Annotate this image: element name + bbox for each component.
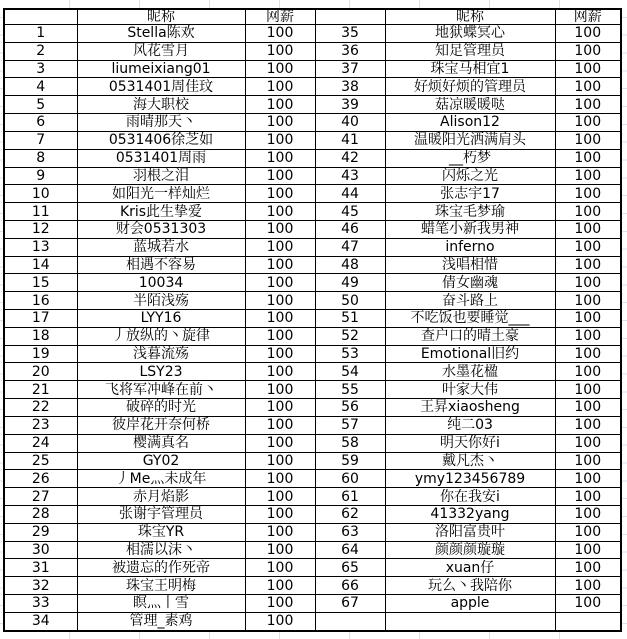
row-number-cell[interactable]: 51 (315, 310, 385, 328)
salary-cell[interactable]: 100 (555, 381, 621, 399)
salary-cell[interactable]: 100 (555, 220, 621, 238)
nickname-cell[interactable]: 蓝城若水 (77, 238, 245, 256)
nickname-cell[interactable]: 财会0531303 (77, 220, 245, 238)
salary-cell[interactable]: 100 (245, 327, 315, 345)
nickname-cell[interactable]: 管理_素鸡 (77, 612, 245, 631)
row-number-cell[interactable]: 30 (4, 541, 77, 559)
nickname-cell[interactable]: Kris此生挚爱 (77, 203, 245, 221)
row-number-cell[interactable]: 2 (4, 42, 77, 60)
row-number-cell[interactable]: 47 (315, 238, 385, 256)
table-row (4, 238, 621, 256)
row-number-cell[interactable]: 1 (4, 25, 77, 43)
nickname-cell[interactable]: 闪烁之光 (385, 167, 555, 185)
salary-cell[interactable]: 100 (245, 167, 315, 185)
salary-cell[interactable]: 100 (245, 114, 315, 132)
nickname-cell[interactable]: 瞑灬丨雪 (77, 595, 245, 613)
row-number-cell[interactable]: 21 (4, 381, 77, 399)
row-number-cell[interactable]: 24 (4, 434, 77, 452)
salary-cell[interactable]: 100 (555, 60, 621, 78)
row-number-cell[interactable]: 6 (4, 114, 77, 132)
row-number-cell[interactable]: 26 (4, 470, 77, 488)
row-number-cell[interactable]: 10 (4, 185, 77, 203)
row-number-cell[interactable]: 27 (4, 488, 77, 506)
nickname-cell[interactable]: 王昇xiaosheng (385, 399, 555, 417)
salary-cell[interactable]: 100 (245, 595, 315, 613)
row-number-cell[interactable]: 4 (4, 78, 77, 96)
row-number-cell[interactable]: 28 (4, 505, 77, 523)
salary-cell[interactable]: 100 (245, 238, 315, 256)
salary-cell[interactable]: 100 (245, 274, 315, 292)
nickname-cell[interactable]: 珠宝王明梅 (77, 577, 245, 595)
nickname-cell[interactable]: Alison12 (385, 114, 555, 132)
salary-cell[interactable]: 100 (555, 452, 621, 470)
table-row (4, 114, 621, 132)
nickname-cell[interactable]: 温暖阳光洒满肩头 (385, 131, 555, 149)
nickname-cell[interactable]: 彼岸花开奈何桥 (77, 416, 245, 434)
row-number-cell[interactable]: 9 (4, 167, 77, 185)
salary-cell[interactable]: 100 (555, 505, 621, 523)
table-row (4, 185, 621, 203)
header-salary-left-cell[interactable]: 网薪 (245, 9, 315, 25)
table-row (4, 256, 621, 274)
salary-cell[interactable]: 100 (245, 60, 315, 78)
row-number-cell[interactable]: 63 (315, 523, 385, 541)
salary-cell[interactable]: 100 (245, 96, 315, 114)
row-number-cell[interactable]: 38 (315, 78, 385, 96)
salary-cell[interactable]: 100 (555, 541, 621, 559)
row-number-cell[interactable]: 65 (315, 559, 385, 577)
row-number-cell[interactable]: 17 (4, 310, 77, 328)
salary-cell[interactable]: 100 (555, 488, 621, 506)
row-number-cell[interactable]: 14 (4, 256, 77, 274)
nickname-cell[interactable]: 珠宝毛梦瑜 (385, 203, 555, 221)
nickname-cell[interactable]: 张谢宇管理员 (77, 505, 245, 523)
nickname-cell[interactable]: 洛阳富贵叶 (385, 523, 555, 541)
salary-cell[interactable]: 100 (555, 78, 621, 96)
row-number-cell[interactable]: 39 (315, 96, 385, 114)
row-number-cell[interactable]: 45 (315, 203, 385, 221)
salary-cell[interactable]: 100 (245, 131, 315, 149)
table-row (4, 434, 621, 452)
table-row (4, 577, 621, 595)
nickname-cell[interactable]: 半陌浅殇 (77, 292, 245, 310)
row-number-cell[interactable]: 40 (315, 114, 385, 132)
row-number-cell[interactable]: 29 (4, 523, 77, 541)
row-number-cell[interactable]: 57 (315, 416, 385, 434)
table-row (4, 345, 621, 363)
table-row (4, 488, 621, 506)
table-row (4, 452, 621, 470)
nickname-cell[interactable]: 被遗忘的作死帝 (77, 559, 245, 577)
row-number-cell[interactable]: 3 (4, 60, 77, 78)
salary-cell[interactable]: 100 (555, 523, 621, 541)
nickname-cell[interactable]: GY02 (77, 452, 245, 470)
nickname-cell[interactable]: ymy123456789 (385, 470, 555, 488)
row-number-cell[interactable]: 36 (315, 42, 385, 60)
nickname-cell[interactable]: xuan仔 (385, 559, 555, 577)
salary-cell[interactable]: 100 (245, 505, 315, 523)
salary-cell[interactable]: 100 (245, 452, 315, 470)
table-row (4, 470, 621, 488)
row-number-cell[interactable]: 19 (4, 345, 77, 363)
nickname-cell[interactable]: 张志宇17 (385, 185, 555, 203)
salary-cell[interactable]: 100 (555, 274, 621, 292)
salary-cell[interactable]: 100 (245, 25, 315, 43)
salary-cell[interactable]: 100 (245, 310, 315, 328)
nickname-cell[interactable]: Emotional旧约 (385, 345, 555, 363)
header-blank-right-cell[interactable] (315, 9, 385, 25)
nickname-cell[interactable]: 戴凡杰丶 (385, 452, 555, 470)
salary-cell[interactable]: 100 (555, 327, 621, 345)
nickname-cell[interactable]: 相遇不容易 (77, 256, 245, 274)
nickname-cell[interactable]: 叶家大伟 (385, 381, 555, 399)
nickname-cell[interactable] (385, 612, 555, 631)
salary-cell[interactable]: 100 (245, 470, 315, 488)
row-number-cell[interactable]: 13 (4, 238, 77, 256)
row-number-cell[interactable]: 41 (315, 131, 385, 149)
nickname-cell[interactable]: LSY23 (77, 363, 245, 381)
table-row (4, 505, 621, 523)
salary-cell[interactable]: 100 (555, 203, 621, 221)
table-row (4, 220, 621, 238)
salary-cell[interactable]: 100 (245, 363, 315, 381)
nickname-cell[interactable]: 蜡笔小新我男神 (385, 220, 555, 238)
nickname-cell[interactable]: 地狱蝶冥心 (385, 25, 555, 43)
nickname-cell[interactable]: 赤月焰影 (77, 488, 245, 506)
table-row (4, 327, 621, 345)
salary-cell[interactable]: 100 (245, 399, 315, 417)
salary-cell[interactable]: 100 (555, 595, 621, 613)
salary-cell[interactable]: 100 (555, 185, 621, 203)
nickname-cell[interactable]: 你在我安i (385, 488, 555, 506)
table-row (4, 60, 621, 78)
row-number-cell[interactable]: 42 (315, 149, 385, 167)
salary-cell[interactable]: 100 (245, 203, 315, 221)
row-number-cell[interactable]: 20 (4, 363, 77, 381)
table-row (4, 541, 621, 559)
salary-cell[interactable]: 100 (555, 96, 621, 114)
row-number-cell[interactable]: 61 (315, 488, 385, 506)
nickname-cell[interactable]: 浅唱相惜 (385, 256, 555, 274)
nickname-cell[interactable]: 纯二03 (385, 416, 555, 434)
row-number-cell[interactable]: 8 (4, 149, 77, 167)
row-number-cell[interactable]: 22 (4, 399, 77, 417)
salary-cell[interactable]: 100 (245, 612, 315, 631)
salary-cell[interactable]: 100 (245, 416, 315, 434)
row-number-cell[interactable]: 16 (4, 292, 77, 310)
nickname-cell[interactable]: 浅暮流殇 (77, 345, 245, 363)
row-number-cell[interactable]: 66 (315, 577, 385, 595)
row-number-cell[interactable]: 37 (315, 60, 385, 78)
salary-cell[interactable]: 100 (245, 434, 315, 452)
row-number-cell[interactable]: 48 (315, 256, 385, 274)
header-nickname-left-cell[interactable]: 昵称 (77, 9, 245, 25)
row-number-cell[interactable]: 64 (315, 541, 385, 559)
row-number-cell[interactable]: 56 (315, 399, 385, 417)
nickname-cell[interactable]: 珠宝YR (77, 523, 245, 541)
salary-cell[interactable]: 100 (245, 78, 315, 96)
salary-cell[interactable]: 100 (245, 345, 315, 363)
salary-cell[interactable]: 100 (555, 559, 621, 577)
table-row (4, 559, 621, 577)
row-number-cell[interactable]: 12 (4, 220, 77, 238)
row-number-cell[interactable]: 53 (315, 345, 385, 363)
salary-cell[interactable]: 100 (555, 345, 621, 363)
nickname-cell[interactable]: LYY16 (77, 310, 245, 328)
nickname-cell[interactable]: 羽根之泪 (77, 167, 245, 185)
salary-cell[interactable]: 100 (245, 488, 315, 506)
salary-cell[interactable]: 100 (555, 577, 621, 595)
nickname-cell[interactable]: 珠宝马相宜1 (385, 60, 555, 78)
nickname-cell[interactable]: 不吃饭也要睡觉___ (385, 310, 555, 328)
salary-cell[interactable]: 100 (245, 541, 315, 559)
nickname-cell[interactable]: liumeixiang01 (77, 60, 245, 78)
table-row (4, 167, 621, 185)
table-row (4, 292, 621, 310)
table-row (4, 203, 621, 221)
table-row (4, 523, 621, 541)
header-blank-left-cell[interactable] (4, 9, 77, 25)
salary-cell[interactable]: 100 (555, 434, 621, 452)
salary-cell[interactable]: 100 (245, 292, 315, 310)
salary-cell[interactable]: 100 (555, 310, 621, 328)
header-nickname-right-cell[interactable]: 昵称 (385, 9, 555, 25)
nickname-cell[interactable]: 破碎的时光 (77, 399, 245, 417)
row-number-cell[interactable] (315, 612, 385, 631)
nickname-cell[interactable]: 0531401周佳玟 (77, 78, 245, 96)
nickname-cell[interactable]: __朽梦 (385, 149, 555, 167)
nickname-cell[interactable]: inferno (385, 238, 555, 256)
table-row (4, 42, 621, 60)
row-number-cell[interactable]: 55 (315, 381, 385, 399)
row-number-cell[interactable]: 11 (4, 203, 77, 221)
nickname-cell[interactable]: 0531401周雨 (77, 149, 245, 167)
nickname-cell[interactable]: 雨晴那天丶 (77, 114, 245, 132)
row-number-cell[interactable]: 58 (315, 434, 385, 452)
table-row (4, 96, 621, 114)
salary-cell[interactable]: 100 (245, 185, 315, 203)
row-number-cell[interactable]: 43 (315, 167, 385, 185)
salary-cell[interactable]: 100 (555, 131, 621, 149)
nickname-cell[interactable]: 好烦好烦的管理员 (385, 78, 555, 96)
nickname-cell[interactable]: 如阳光一样灿烂 (77, 185, 245, 203)
nickname-cell[interactable]: 相濡以沫丶 (77, 541, 245, 559)
nickname-cell[interactable]: 查户口的晴土豪 (385, 327, 555, 345)
salary-cell[interactable]: 100 (245, 149, 315, 167)
row-number-cell[interactable]: 49 (315, 274, 385, 292)
row-number-cell[interactable]: 31 (4, 559, 77, 577)
row-number-cell[interactable]: 46 (315, 220, 385, 238)
salary-cell[interactable]: 100 (555, 363, 621, 381)
row-number-cell[interactable]: 44 (315, 185, 385, 203)
salary-cell[interactable]: 100 (555, 25, 621, 43)
row-number-cell[interactable]: 32 (4, 577, 77, 595)
salary-cell[interactable]: 100 (245, 523, 315, 541)
nickname-cell[interactable]: 丿放纵的丶旋律 (77, 327, 245, 345)
row-number-cell[interactable]: 33 (4, 595, 77, 613)
row-number-cell[interactable]: 7 (4, 131, 77, 149)
nickname-cell[interactable]: 0531406徐芝如 (77, 131, 245, 149)
row-number-cell[interactable]: 67 (315, 595, 385, 613)
table-row (4, 78, 621, 96)
salary-cell[interactable] (555, 612, 621, 631)
nickname-cell[interactable]: 知足管理员 (385, 42, 555, 60)
row-number-cell[interactable]: 15 (4, 274, 77, 292)
nickname-cell[interactable]: 倩女幽魂 (385, 274, 555, 292)
salary-cell[interactable]: 100 (555, 399, 621, 417)
row-number-cell[interactable]: 54 (315, 363, 385, 381)
row-number-cell[interactable]: 34 (4, 612, 77, 631)
table-row (4, 25, 621, 43)
nickname-cell[interactable]: 10034 (77, 274, 245, 292)
row-number-cell[interactable]: 52 (315, 327, 385, 345)
salary-cell[interactable]: 100 (245, 42, 315, 60)
row-number-cell[interactable]: 60 (315, 470, 385, 488)
nickname-cell[interactable]: 飞将军冲峰在前丶 (77, 381, 245, 399)
nickname-cell[interactable]: 菇凉暖暖哒 (385, 96, 555, 114)
table-row (4, 612, 621, 631)
row-number-cell[interactable]: 59 (315, 452, 385, 470)
salary-cell[interactable]: 100 (245, 381, 315, 399)
table-row (4, 149, 621, 167)
row-number-cell[interactable]: 62 (315, 505, 385, 523)
salary-cell[interactable]: 100 (555, 114, 621, 132)
table-row (4, 416, 621, 434)
row-number-cell[interactable]: 25 (4, 452, 77, 470)
header-salary-right-cell[interactable]: 网薪 (555, 9, 621, 25)
row-number-cell[interactable]: 35 (315, 25, 385, 43)
nickname-cell[interactable]: 丿Me灬未成年 (77, 470, 245, 488)
salary-cell[interactable]: 100 (245, 220, 315, 238)
nickname-cell[interactable]: Stella陈欢 (77, 25, 245, 43)
row-number-cell[interactable]: 50 (315, 292, 385, 310)
salary-cell[interactable]: 100 (555, 256, 621, 274)
nickname-cell[interactable]: 41332yang (385, 505, 555, 523)
table-row (4, 310, 621, 328)
salary-cell[interactable]: 100 (555, 167, 621, 185)
nickname-cell[interactable]: 水墨花楹 (385, 363, 555, 381)
table-row (4, 274, 621, 292)
nickname-cell[interactable]: 玩么丶我陪你 (385, 577, 555, 595)
nickname-cell[interactable]: 颜颜颜璇璇 (385, 541, 555, 559)
row-number-cell[interactable]: 23 (4, 416, 77, 434)
table-row (4, 595, 621, 613)
row-number-cell[interactable]: 5 (4, 96, 77, 114)
table-row (4, 131, 621, 149)
salary-cell[interactable]: 100 (555, 238, 621, 256)
salary-cell[interactable]: 100 (555, 149, 621, 167)
row-number-cell[interactable]: 18 (4, 327, 77, 345)
table-row (4, 363, 621, 381)
table-body (4, 25, 621, 632)
salary-cell[interactable]: 100 (555, 292, 621, 310)
nickname-cell[interactable]: 风花雪月 (77, 42, 245, 60)
nickname-cell[interactable]: 明天你好i (385, 434, 555, 452)
nickname-cell[interactable]: 奋斗路上 (385, 292, 555, 310)
nickname-cell[interactable]: 海大职校 (77, 96, 245, 114)
salary-cell[interactable]: 100 (555, 416, 621, 434)
salary-cell[interactable]: 100 (245, 577, 315, 595)
salary-cell[interactable]: 100 (555, 42, 621, 60)
nickname-cell[interactable]: apple (385, 595, 555, 613)
salary-cell[interactable]: 100 (245, 256, 315, 274)
salary-cell[interactable]: 100 (245, 559, 315, 577)
nickname-cell[interactable]: 樱满真名 (77, 434, 245, 452)
table-row (4, 381, 621, 399)
salary-cell[interactable]: 100 (555, 470, 621, 488)
table-row (4, 399, 621, 417)
salary-table (3, 8, 622, 632)
header-row (4, 9, 621, 25)
